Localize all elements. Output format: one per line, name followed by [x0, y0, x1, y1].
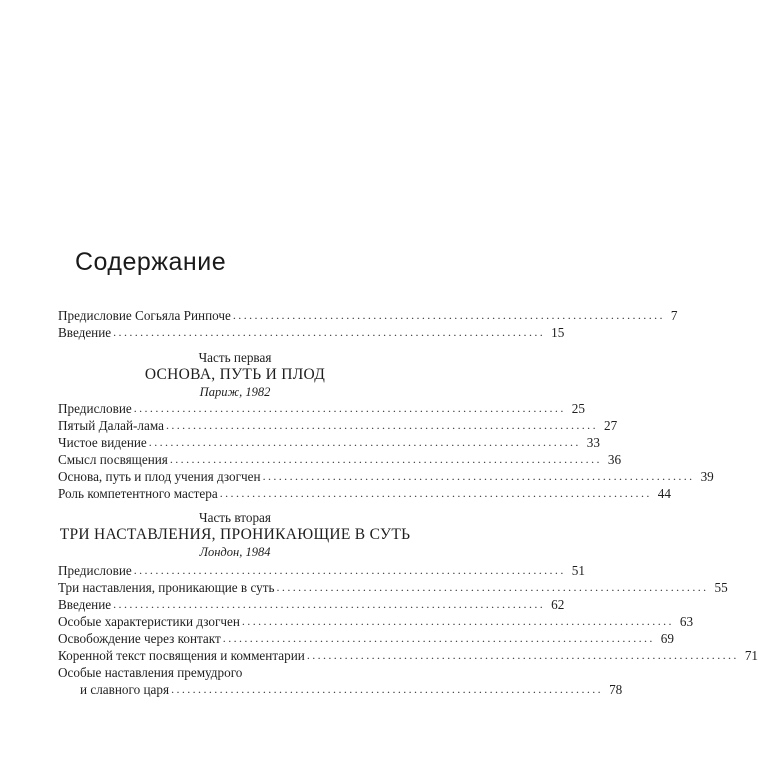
toc-entry[interactable] [58, 324, 565, 341]
toc-entry-label: Смысл посвящения [58, 452, 168, 467]
toc-entry[interactable] [58, 596, 565, 613]
dot-leader: ................................................................................ [171, 682, 604, 696]
toc-entry[interactable] [58, 579, 728, 596]
toc-entry-label: Введение [58, 597, 112, 612]
dot-leader: ................................................................................ [133, 401, 566, 415]
part-one-place: Париж, 1982 [199, 385, 271, 399]
part-two-place: Лондон, 1984 [199, 545, 271, 559]
toc-entry-page: 51 [571, 563, 585, 578]
dot-leader: ................................................................................ [148, 435, 581, 449]
part-one-title: ОСНОВА, ПУТЬ И ПЛОД [144, 366, 326, 383]
toc-entry-page: 44 [657, 486, 671, 501]
toc-entry-label: Основа, путь и плод учения дзогчен [58, 469, 261, 484]
toc-entry[interactable] [58, 468, 714, 485]
toc-entry-label: Роль компетентного мастера [58, 486, 218, 501]
toc-entry[interactable] [58, 417, 618, 434]
dot-leader: ................................................................................ [165, 418, 598, 432]
toc-entry-page: 27 [603, 418, 618, 433]
dot-leader: ................................................................................ [219, 486, 652, 500]
toc-entry-label: Предисловие Согьяла Ринпоче [58, 308, 231, 323]
dot-leader: ................................................................................ [113, 597, 546, 611]
toc-entry-page: 15 [551, 325, 565, 340]
toc-entry-label: Предисловие [58, 563, 132, 578]
toc-entry[interactable] [58, 630, 674, 647]
toc-entry[interactable] [58, 647, 758, 664]
dot-leader: ................................................................................ [133, 563, 566, 577]
toc-entry-label: Пятый Далай-лама [58, 418, 164, 433]
toc-entry[interactable] [58, 434, 600, 451]
toc-entry-page: 7 [670, 308, 678, 323]
dot-leader: ................................................................................ [241, 614, 674, 628]
dot-leader: ................................................................................ [262, 469, 695, 483]
dot-leader: ................................................................................ [306, 648, 739, 662]
toc-entry-label: Освобождение через контакт [58, 631, 221, 646]
toc-entry-label: Коренной текст посвящения и комментарии [58, 648, 305, 663]
toc-entry-label: Предисловие [58, 401, 132, 416]
toc-entry-page: 36 [607, 452, 622, 467]
toc-entry[interactable] [58, 400, 585, 417]
toc-entry[interactable] [58, 451, 622, 468]
toc-entry-page: 55 [714, 580, 728, 595]
toc-entry-page: 33 [586, 435, 600, 450]
toc-entry-page: 71 [744, 648, 758, 663]
toc-entry[interactable] [80, 681, 623, 698]
toc-entry[interactable] [58, 562, 585, 579]
toc-entry[interactable] [58, 307, 678, 324]
toc-entry-page: 25 [571, 401, 585, 416]
toc-entry-page: 63 [679, 614, 694, 629]
toc-entry-page: 69 [660, 631, 674, 646]
dot-leader: ................................................................................ [222, 631, 655, 645]
toc-entry-label: Введение [58, 325, 112, 340]
toc-entry-page: 62 [551, 597, 565, 612]
dot-leader: ................................................................................ [113, 325, 546, 339]
toc-entry-page: 78 [609, 682, 623, 697]
toc-entry[interactable] [58, 485, 671, 502]
part-two-title: ТРИ НАСТАВЛЕНИЯ, ПРОНИКАЮЩИЕ В СУТЬ [59, 526, 411, 543]
toc-entry[interactable] [58, 613, 694, 630]
part-two-label: Часть вторая [199, 510, 271, 525]
dot-leader: ................................................................................ [169, 452, 602, 466]
toc-entry-first-line[interactable]: Особые наставления премудрого [58, 665, 243, 680]
part-one-label: Часть первая [198, 350, 272, 365]
toc-entry-label: и славного царя [80, 682, 170, 697]
toc-entry-label: Особые характеристики дзогчен [58, 614, 240, 629]
dot-leader: ................................................................................ [276, 580, 709, 594]
toc-entry-label: Три наставления, проникающие в суть [58, 580, 275, 595]
toc-entry-page: 39 [700, 469, 714, 484]
dot-leader: ................................................................................ [232, 308, 665, 322]
page-title: Содержание [75, 248, 227, 276]
toc-entry-label: Чистое видение [58, 435, 147, 450]
